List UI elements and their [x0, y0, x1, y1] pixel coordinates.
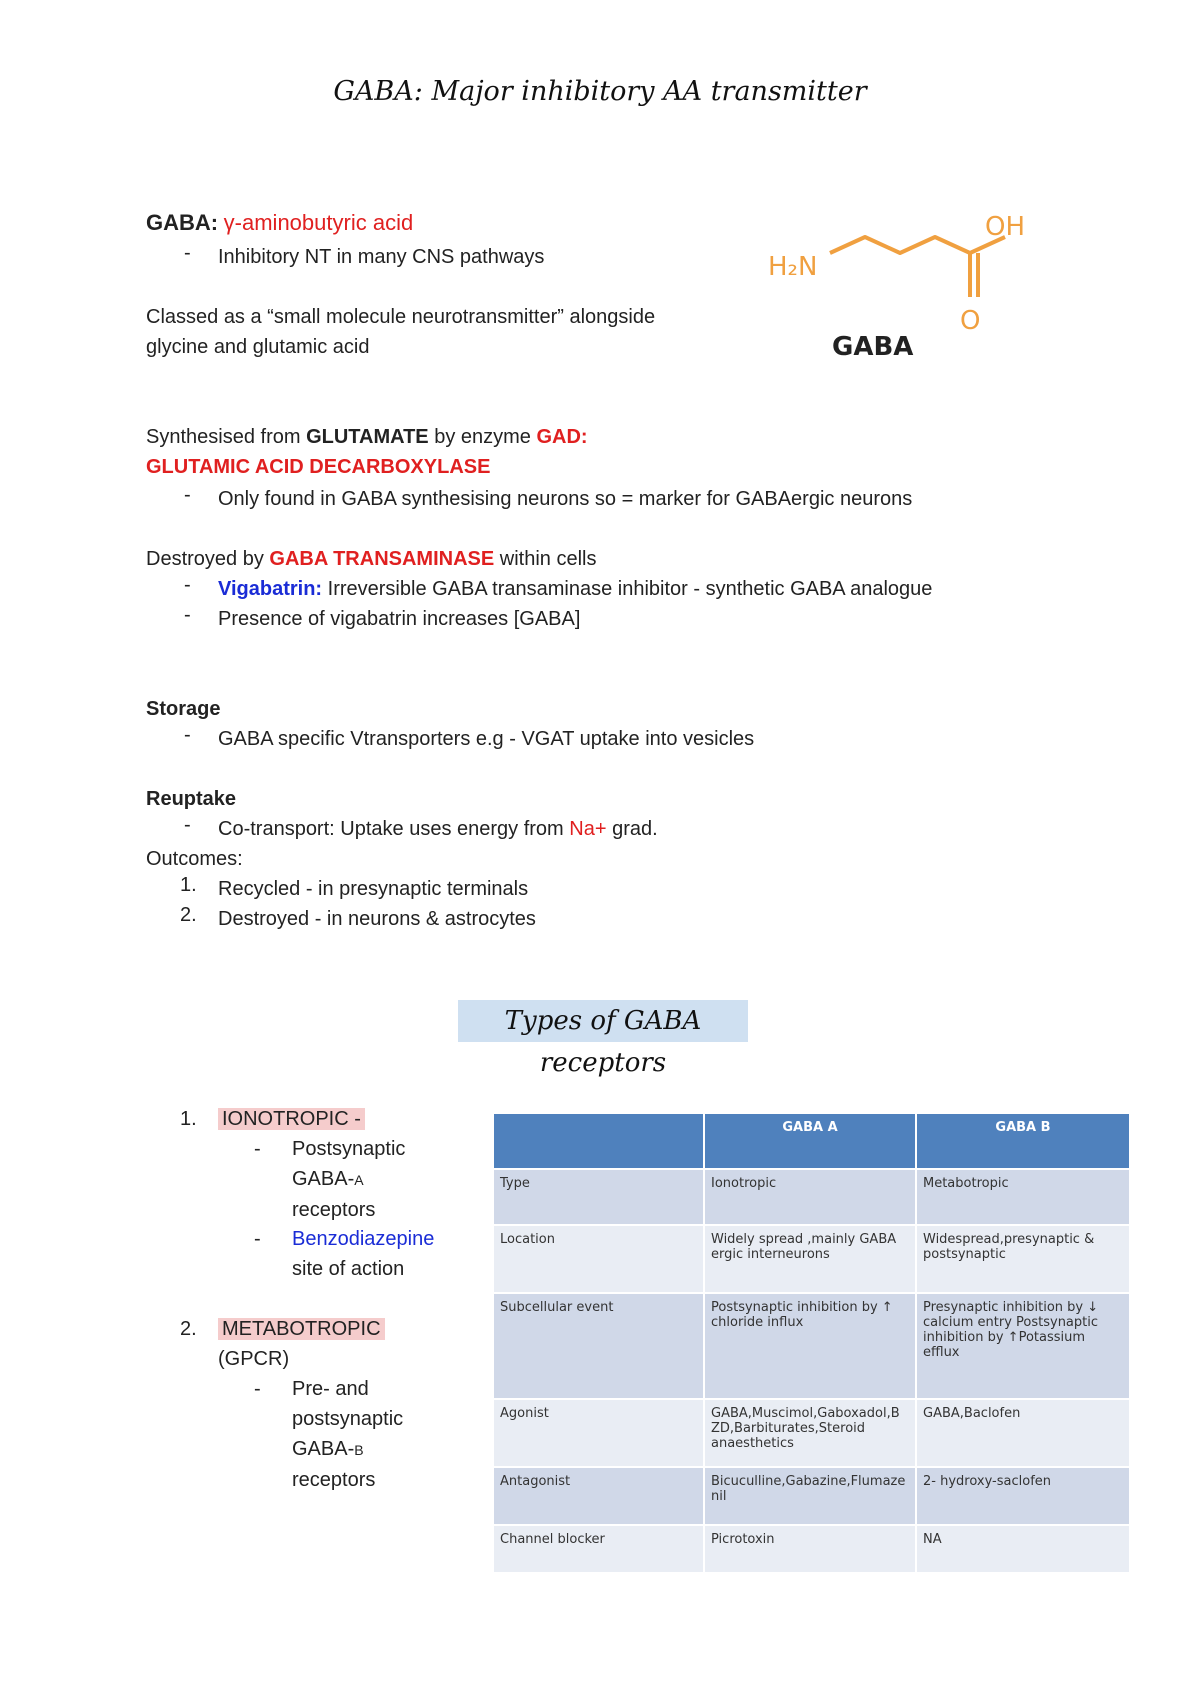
bullet-dash: -	[254, 1378, 261, 1400]
list-number: 2.	[180, 904, 197, 926]
table-header-row	[494, 1114, 1130, 1169]
table-cell: Subcellular event	[494, 1293, 704, 1399]
meta-line-3	[292, 1434, 403, 1465]
table-cell: GABA,Muscimol,Gaboxadol,B ZD,Barbiturates,Steroid anaesthetics	[704, 1399, 916, 1467]
meta-line-4: receptors	[292, 1469, 376, 1491]
gad-full-name: GLUTAMIC ACID DECARBOXYLASE	[146, 456, 491, 478]
cotransport-prefix: Co-transport: Uptake uses energy from	[218, 818, 570, 840]
bullet-dash: -	[184, 724, 191, 746]
cotransport-suffix: grad.	[606, 818, 658, 840]
reuptake-heading: Reuptake	[146, 788, 237, 810]
synthesis-line	[146, 422, 588, 452]
synthesis-prefix: Synthesised from	[146, 426, 307, 448]
bullet-dash: -	[184, 242, 191, 264]
bullet-dash: -	[184, 574, 191, 596]
gaba-full-name: γ-aminobutyric acid	[223, 210, 414, 235]
sodium-text: Na+	[569, 818, 607, 840]
vigabatrin-label: Vigabatrin:	[218, 578, 323, 600]
receptor-comparison-table	[494, 1114, 1131, 1574]
classed-line-1: Classed as a “small molecule neurotransmitter” alongside	[146, 306, 656, 328]
table-cell: Postsynaptic inhibition by ↑ chloride influx	[704, 1293, 916, 1399]
table-row	[494, 1525, 1130, 1573]
gaba-definition	[146, 208, 413, 239]
molecule-caption: GABA	[832, 332, 914, 362]
iono-subscript: A	[354, 1172, 364, 1188]
table-header-cell: GABA A	[704, 1114, 916, 1169]
table-row	[494, 1169, 1130, 1225]
site-of-action-text: site of action	[292, 1258, 405, 1280]
gpcr-text: (GPCR)	[218, 1348, 290, 1370]
table-row	[494, 1225, 1130, 1293]
table-header-cell: GABA B	[916, 1114, 1130, 1169]
table-cell: Antagonist	[494, 1467, 704, 1525]
synthesis-middle: by enzyme	[428, 426, 537, 448]
bullet-dash: -	[184, 814, 191, 836]
gaba-molecule-structure	[760, 205, 1060, 365]
table-row	[494, 1467, 1130, 1525]
table-row	[494, 1399, 1130, 1467]
table-cell: Ionotropic	[704, 1169, 916, 1225]
metabotropic-heading	[218, 1314, 385, 1374]
outcomes-label: Outcomes:	[146, 848, 243, 870]
table-cell: GABA,Baclofen	[916, 1399, 1130, 1467]
iono-gaba-text: GABA-	[292, 1168, 355, 1190]
iono-line-3: receptors	[292, 1199, 376, 1221]
table-cell: Widely spread ,mainly GABA ergic interneurons	[704, 1225, 916, 1293]
oxygen-atom: O	[960, 306, 981, 336]
meta-line-2: postsynaptic	[292, 1408, 404, 1430]
vigabatrin-text: Irreversible GABA transaminase inhibitor - synthetic GABA analogue	[322, 578, 933, 600]
bullet-dash: -	[254, 1138, 261, 1160]
ionotropic-heading	[218, 1104, 365, 1134]
benzodiazepine-text: Benzodiazepine	[292, 1228, 435, 1250]
storage-bullet: GABA specific Vtransporters e.g - VGAT uptake into vesicles	[218, 728, 755, 750]
iono-bullet-postsynaptic	[292, 1134, 405, 1225]
storage-heading: Storage	[146, 698, 221, 720]
metabotropic-label: METABOTROPIC	[218, 1318, 385, 1340]
bullet-dash: -	[254, 1228, 261, 1250]
cotransport-bullet	[218, 814, 658, 844]
bullet-dash: -	[184, 484, 191, 506]
table-cell: Picrotoxin	[704, 1525, 916, 1573]
table-cell: Metabotropic	[916, 1169, 1130, 1225]
bullet-dash: -	[184, 604, 191, 626]
carbon-chain	[830, 237, 1005, 253]
glutamate-text: GLUTAMATE	[306, 426, 429, 448]
table-cell: Widespread,presynaptic & postsynaptic	[916, 1225, 1130, 1293]
gad-marker-bullet: Only found in GABA synthesising neurons so = marker for GABAergic neurons	[218, 488, 913, 510]
classed-line-2: glycine and glutamic acid	[146, 336, 370, 358]
gaba-label: GABA:	[146, 210, 219, 235]
ionotropic-label: IONOTROPIC -	[218, 1108, 365, 1130]
destroyed-prefix: Destroyed by	[146, 548, 270, 570]
table-header-cell	[494, 1114, 704, 1169]
table-cell: Type	[494, 1169, 704, 1225]
destroyed-suffix: within cells	[494, 548, 597, 570]
meta-subscript: B	[354, 1442, 364, 1458]
table-cell: Location	[494, 1225, 704, 1293]
hydroxyl-group: OH	[985, 212, 1026, 242]
list-number: 1.	[180, 1108, 197, 1130]
table-cell: Agonist	[494, 1399, 704, 1467]
page-title: GABA: Major inhibitory AA transmitter	[333, 76, 867, 107]
gaba-bullet-inhibitory: Inhibitory NT in many CNS pathways	[218, 246, 545, 268]
iono-line-1: Postsynaptic	[292, 1138, 406, 1160]
outcome-destroyed: Destroyed - in neurons & astrocytes	[218, 908, 536, 930]
iono-bullet-benzodiazepine	[292, 1224, 434, 1284]
gad-text: GAD:	[536, 426, 588, 448]
list-number: 1.	[180, 874, 197, 896]
table-cell: 2- hydroxy-saclofen	[916, 1467, 1130, 1525]
types-of-gaba-receptors-heading: Types of GABA receptors	[458, 1000, 748, 1042]
destroyed-line	[146, 544, 596, 574]
meta-line-1: Pre- and	[292, 1378, 369, 1400]
meta-bullet	[292, 1374, 403, 1495]
table-row	[494, 1293, 1130, 1399]
table-cell: Bicuculline,Gabazine,Flumaze nil	[704, 1467, 916, 1525]
amine-group: H₂N	[768, 252, 818, 282]
vigabatrin-presence-bullet: Presence of vigabatrin increases [GABA]	[218, 608, 581, 630]
outcome-recycled: Recycled - in presynaptic terminals	[218, 878, 529, 900]
vigabatrin-bullet	[218, 574, 932, 604]
iono-line-2	[292, 1164, 405, 1195]
gaba-transaminase-text: GABA TRANSAMINASE	[269, 548, 495, 570]
meta-gaba-text: GABA-	[292, 1438, 355, 1460]
table-cell: Channel blocker	[494, 1525, 704, 1573]
list-number: 2.	[180, 1318, 197, 1340]
table-cell: Presynaptic inhibition by ↓ calcium entry Postsynaptic inhibition by ↑Potassium efflux	[916, 1293, 1130, 1399]
table-cell: NA	[916, 1525, 1130, 1573]
